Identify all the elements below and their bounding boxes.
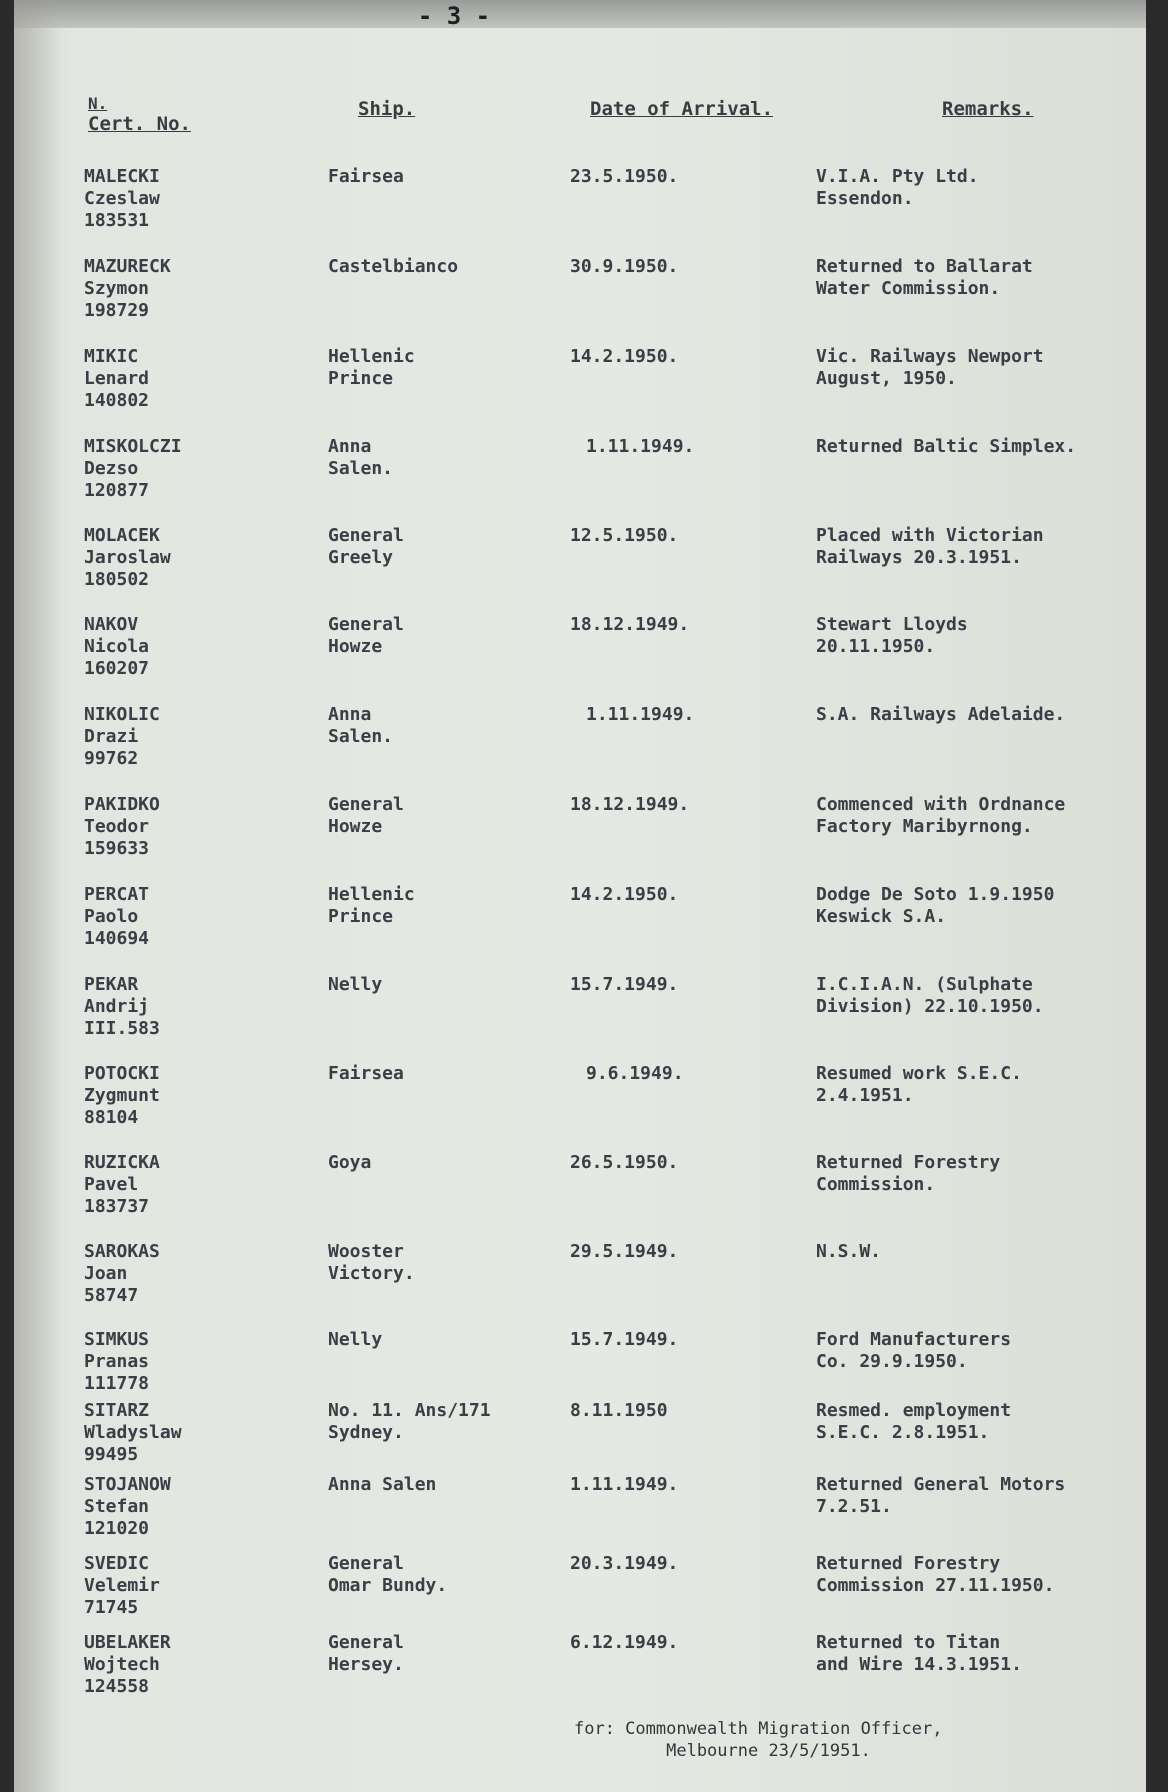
record-ship: General Omar Bundy. [328,1553,448,1596]
record-remarks: Returned to Titan and Wire 14.3.1951. [816,1632,1022,1675]
record-date: 20.3.1949. [570,1553,679,1574]
record-name: SITARZ Wladyslaw 99495 [84,1400,182,1465]
record-row [14,436,1146,526]
record-ship: Fairsea [328,1063,404,1084]
record-date: 23.5.1950. [570,166,679,187]
record-ship: Wooster Victory. [328,1241,415,1284]
record-name: SIMKUS Pranas 111778 [84,1329,150,1394]
record-remarks: N.S.W. [816,1241,882,1262]
record-remarks: Resmed. employment S.E.C. 2.8.1951. [816,1400,1012,1443]
record-date: 30.9.1950. [570,256,679,277]
record-date: 6.12.1949. [570,1632,679,1653]
record-name: PERCAT Paolo 140694 [84,884,150,949]
record-name: NIKOLIC Drazi 99762 [84,704,160,769]
record-ship: General Howze [328,614,404,657]
record-name: SVEDIC Velemir 71745 [84,1553,160,1618]
record-row [14,346,1146,436]
record-ship: Goya [328,1152,372,1173]
record-name: SAROKAS Joan 58747 [84,1241,160,1306]
record-row [14,1152,1146,1242]
record-ship: General Greely [328,525,404,568]
record-ship: Hellenic Prince [328,346,415,389]
record-date: 12.5.1950. [570,525,679,546]
record-name: MALECKI Czeslaw 183531 [84,166,160,231]
record-name: STOJANOW Stefan 121020 [84,1474,171,1539]
record-remarks: I.C.I.A.N. (Sulphate Division) 22.10.1950. [816,974,1044,1017]
record-remarks: Vic. Railways Newport August, 1950. [816,346,1044,389]
record-remarks: Resumed work S.E.C. 2.4.1951. [816,1063,1022,1106]
record-ship: Anna Salen. [328,436,394,479]
record-name: PEKAR Andrij III.583 [84,974,160,1039]
header-remarks: Remarks. [942,98,1034,120]
record-remarks: V.I.A. Pty Ltd. Essendon. [816,166,979,209]
record-name: MAZURECK Szymon 198729 [84,256,171,321]
record-remarks: S.A. Railways Adelaide. [816,704,1066,725]
record-date: 14.2.1950. [570,884,679,905]
record-date: 8.11.1950 [570,1400,668,1421]
record-remarks: Dodge De Soto 1.9.1950 Keswick S.A. [816,884,1055,927]
header-cert-top: N. [88,94,108,113]
record-date: 18.12.1949. [570,794,690,815]
header-ship: Ship. [358,98,416,120]
record-ship: No. 11. Ans/171 Sydney. [328,1400,491,1443]
record-ship: Fairsea [328,166,404,187]
record-remarks: Returned Forestry Commission 27.11.1950. [816,1553,1055,1596]
record-date: 26.5.1950. [570,1152,679,1173]
header-cert-label: Cert. No. [88,113,191,135]
signature-block: for: Commonwealth Migration Officer, Melbourne 23/5/1951. [574,1719,943,1761]
record-row [14,794,1146,884]
header-cert-no [88,94,191,134]
record-ship: Nelly [328,1329,383,1350]
record-date: 1.11.1949. [586,436,695,457]
scan-top-strip [14,0,1146,28]
record-remarks: Ford Manufacturers Co. 29.9.1950. [816,1329,1012,1372]
record-date: 14.2.1950. [570,346,679,367]
page-number: - 3 - [417,2,491,30]
record-date: 29.5.1949. [570,1241,679,1262]
record-row [14,614,1146,704]
record-name: POTOCKI Zygmunt 88104 [84,1063,160,1128]
record-remarks: Returned to Ballarat Water Commission. [816,256,1033,299]
record-date: 15.7.1949. [570,1329,679,1350]
record-ship: Hellenic Prince [328,884,415,927]
record-row [14,1553,1146,1643]
record-row [14,1063,1146,1153]
record-name: RUZICKA Pavel 183737 [84,1152,160,1217]
record-ship: Anna Salen [328,1474,437,1495]
record-remarks: Returned General Motors 7.2.51. [816,1474,1066,1517]
record-row [14,704,1146,794]
record-row [14,256,1146,346]
record-remarks: Returned Forestry Commission. [816,1152,1001,1195]
record-row [14,884,1146,974]
record-name: UBELAKER Wojtech 124558 [84,1632,171,1697]
record-ship: Nelly [328,974,383,995]
record-name: MIKIC Lenard 140802 [84,346,150,411]
record-ship: General Howze [328,794,404,837]
record-date: 15.7.1949. [570,974,679,995]
record-name: NAKOV Nicola 160207 [84,614,150,679]
record-date: 18.12.1949. [570,614,690,635]
record-row [14,974,1146,1064]
record-date: 1.11.1949. [570,1474,679,1495]
record-name: MOLACEK Jaroslaw 180502 [84,525,171,590]
record-ship: General Hersey. [328,1632,404,1675]
record-ship: Anna Salen. [328,704,394,747]
record-name: MISKOLCZI Dezso 120877 [84,436,182,501]
document-page [14,0,1146,1792]
record-remarks: Placed with Victorian Railways 20.3.1951. [816,525,1044,568]
record-row [14,525,1146,615]
header-date-of-arrival: Date of Arrival. [590,98,774,120]
record-ship: Castelbianco [328,256,459,277]
record-row [14,1632,1146,1722]
record-remarks: Commenced with Ordnance Factory Maribyrnong. [816,794,1066,837]
record-row [14,166,1146,256]
record-row [14,1241,1146,1331]
record-row [14,1474,1146,1564]
record-name: PAKIDKO Teodor 159633 [84,794,160,859]
record-remarks: Returned Baltic Simplex. [816,436,1077,457]
record-date: 9.6.1949. [586,1063,684,1084]
record-date: 1.11.1949. [586,704,695,725]
record-remarks: Stewart Lloyds 20.11.1950. [816,614,968,657]
